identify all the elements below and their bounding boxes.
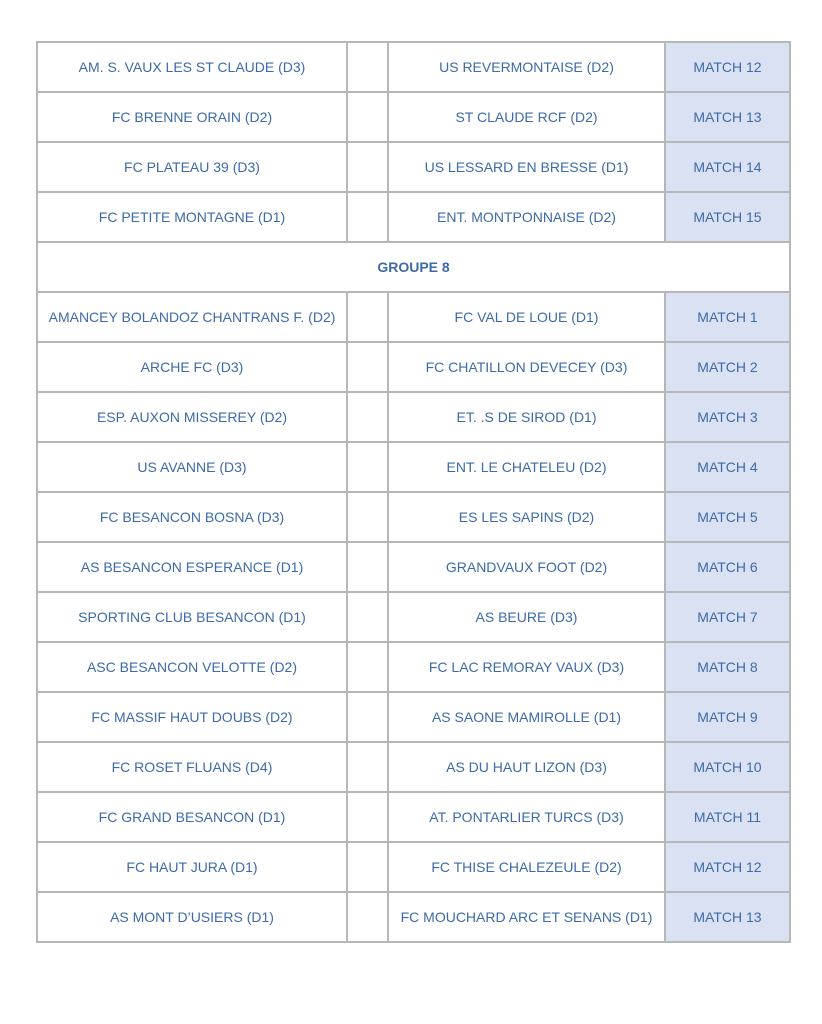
separator-cell (347, 492, 388, 542)
fixture-row (37, 392, 790, 442)
fixture-row (37, 892, 790, 942)
match-number-cell: MATCH 9 (665, 692, 790, 742)
fixture-row (37, 642, 790, 692)
home-team-cell: FC BESANCON BOSNA (D3) (37, 492, 347, 542)
fixture-row (37, 292, 790, 342)
fixture-row (37, 192, 790, 242)
separator-cell (347, 42, 388, 92)
match-number-cell: MATCH 12 (665, 42, 790, 92)
separator-cell (347, 592, 388, 642)
match-number-cell: MATCH 6 (665, 542, 790, 592)
separator-cell (347, 692, 388, 742)
away-team-cell: ENT. MONTPONNAISE (D2) (388, 192, 665, 242)
home-team-cell: FC MASSIF HAUT DOUBS (D2) (37, 692, 347, 742)
fixture-row (37, 342, 790, 392)
home-team-cell: AS MONT D’USIERS (D1) (37, 892, 347, 942)
match-number-cell: MATCH 7 (665, 592, 790, 642)
fixture-row (37, 42, 790, 92)
away-team-cell: ST CLAUDE RCF (D2) (388, 92, 665, 142)
away-team-cell: AS DU HAUT LIZON (D3) (388, 742, 665, 792)
away-team-cell: FC MOUCHARD ARC ET SENANS (D1) (388, 892, 665, 942)
away-team-cell: GRANDVAUX FOOT (D2) (388, 542, 665, 592)
separator-cell (347, 142, 388, 192)
match-number-cell: MATCH 3 (665, 392, 790, 442)
away-team-cell: AS BEURE (D3) (388, 592, 665, 642)
separator-cell (347, 442, 388, 492)
fixtures-table (36, 41, 791, 943)
away-team-cell: FC LAC REMORAY VAUX (D3) (388, 642, 665, 692)
separator-cell (347, 92, 388, 142)
match-number-cell: MATCH 11 (665, 792, 790, 842)
away-team-cell: ES LES SAPINS (D2) (388, 492, 665, 542)
home-team-cell: AS BESANCON ESPERANCE (D1) (37, 542, 347, 592)
home-team-cell: FC HAUT JURA (D1) (37, 842, 347, 892)
separator-cell (347, 742, 388, 792)
fixture-row (37, 592, 790, 642)
away-team-cell: AT. PONTARLIER TURCS (D3) (388, 792, 665, 842)
away-team-cell: ENT. LE CHATELEU (D2) (388, 442, 665, 492)
fixture-row (37, 792, 790, 842)
match-number-cell: MATCH 2 (665, 342, 790, 392)
separator-cell (347, 342, 388, 392)
home-team-cell: FC ROSET FLUANS (D4) (37, 742, 347, 792)
home-team-cell: ARCHE FC (D3) (37, 342, 347, 392)
fixture-row (37, 442, 790, 492)
home-team-cell: AM. S. VAUX LES ST CLAUDE (D3) (37, 42, 347, 92)
fixture-row (37, 492, 790, 542)
home-team-cell: SPORTING CLUB BESANCON (D1) (37, 592, 347, 642)
separator-cell (347, 542, 388, 592)
separator-cell (347, 842, 388, 892)
home-team-cell: ESP. AUXON MISSEREY (D2) (37, 392, 347, 442)
match-number-cell: MATCH 12 (665, 842, 790, 892)
fixture-row (37, 842, 790, 892)
group-header-row (37, 242, 790, 292)
separator-cell (347, 392, 388, 442)
fixture-row (37, 92, 790, 142)
match-number-cell: MATCH 5 (665, 492, 790, 542)
match-number-cell: MATCH 1 (665, 292, 790, 342)
away-team-cell: ET. .S DE SIROD (D1) (388, 392, 665, 442)
away-team-cell: FC VAL DE LOUE (D1) (388, 292, 665, 342)
away-team-cell: US LESSARD EN BRESSE (D1) (388, 142, 665, 192)
fixture-row (37, 742, 790, 792)
home-team-cell: FC BRENNE ORAIN (D2) (37, 92, 347, 142)
away-team-cell: US REVERMONTAISE (D2) (388, 42, 665, 92)
match-number-cell: MATCH 13 (665, 892, 790, 942)
away-team-cell: AS SAONE MAMIROLLE (D1) (388, 692, 665, 742)
separator-cell (347, 192, 388, 242)
home-team-cell: FC GRAND BESANCON (D1) (37, 792, 347, 842)
home-team-cell: FC PLATEAU 39 (D3) (37, 142, 347, 192)
fixtures-body (37, 42, 790, 942)
match-number-cell: MATCH 8 (665, 642, 790, 692)
match-number-cell: MATCH 15 (665, 192, 790, 242)
match-number-cell: MATCH 10 (665, 742, 790, 792)
group-title: GROUPE 8 (37, 242, 790, 292)
fixture-row (37, 692, 790, 742)
separator-cell (347, 892, 388, 942)
separator-cell (347, 642, 388, 692)
separator-cell (347, 292, 388, 342)
away-team-cell: FC THISE CHALEZEULE (D2) (388, 842, 665, 892)
fixture-row (37, 542, 790, 592)
home-team-cell: US AVANNE (D3) (37, 442, 347, 492)
match-number-cell: MATCH 14 (665, 142, 790, 192)
home-team-cell: ASC BESANCON VELOTTE (D2) (37, 642, 347, 692)
separator-cell (347, 792, 388, 842)
home-team-cell: FC PETITE MONTAGNE (D1) (37, 192, 347, 242)
match-number-cell: MATCH 13 (665, 92, 790, 142)
home-team-cell: AMANCEY BOLANDOZ CHANTRANS F. (D2) (37, 292, 347, 342)
fixture-row (37, 142, 790, 192)
away-team-cell: FC CHATILLON DEVECEY (D3) (388, 342, 665, 392)
match-number-cell: MATCH 4 (665, 442, 790, 492)
